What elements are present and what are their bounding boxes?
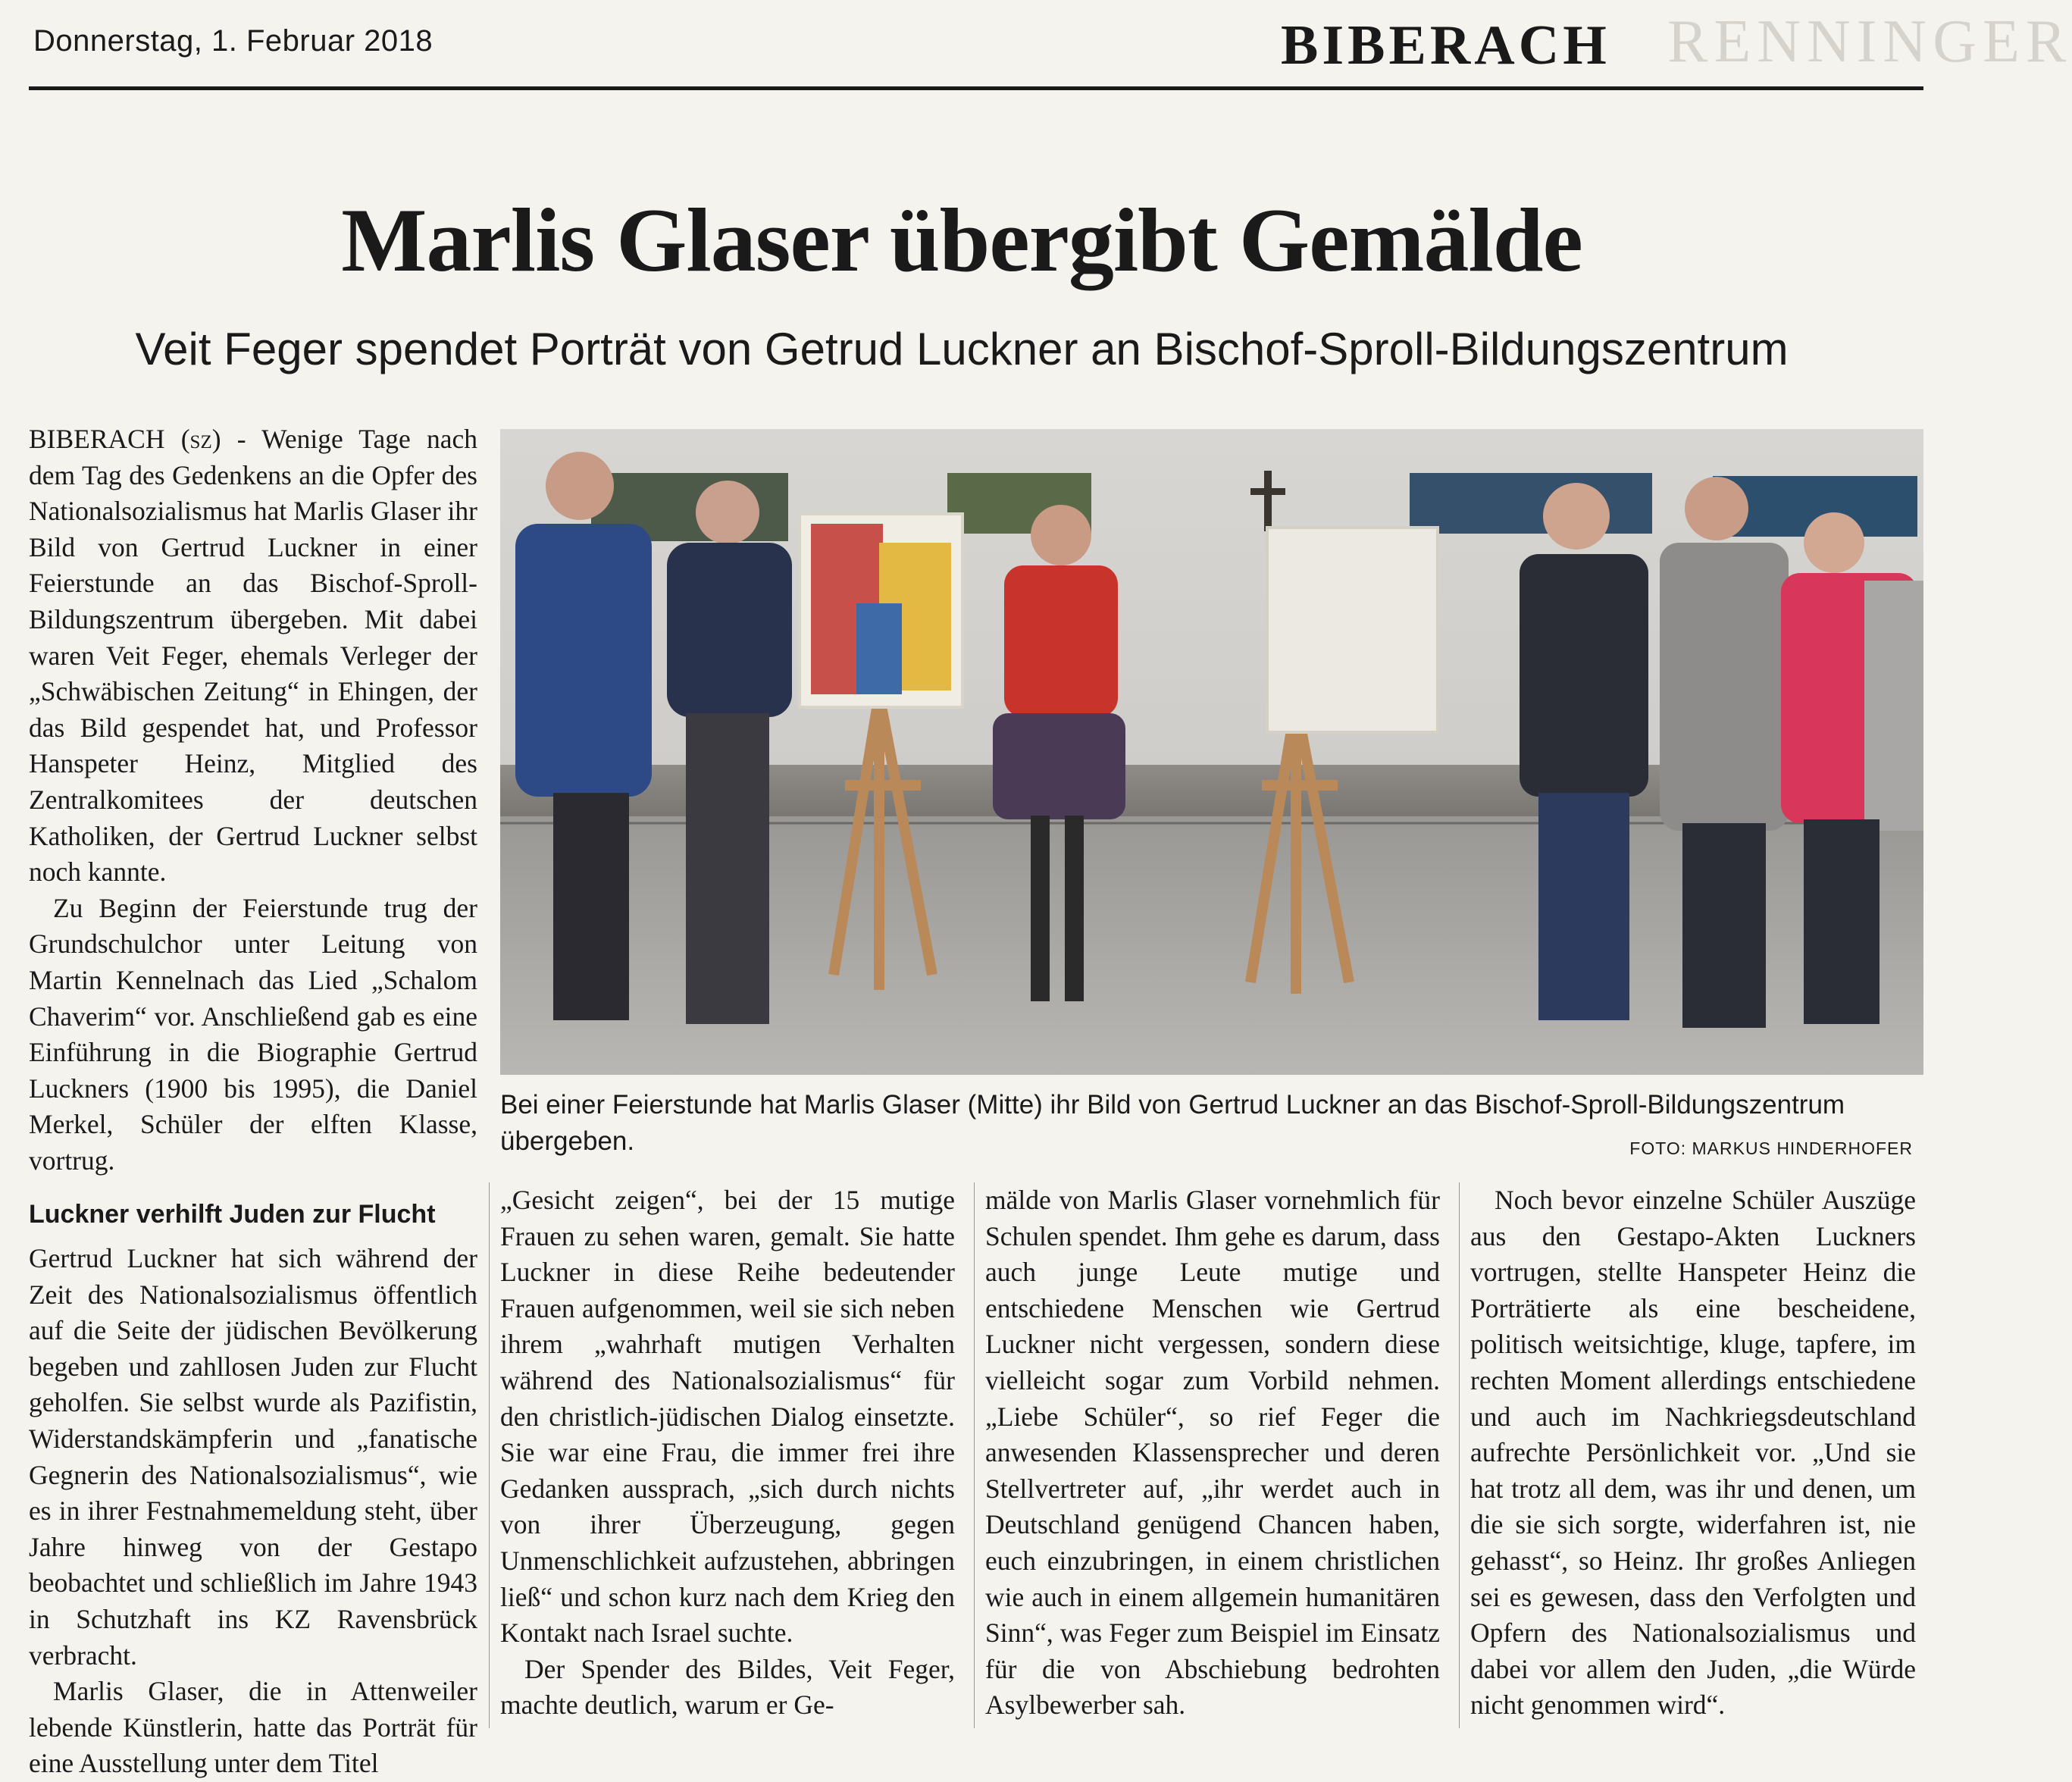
- person-3-marlis-glaser: [993, 505, 1125, 1001]
- subheadline: Veit Feger spendet Porträt von Getrud Luckner an Bischof-Sproll-Bildungszentrum: [135, 324, 1789, 374]
- person-5: [1660, 477, 1789, 1028]
- section-title: BIBERACH: [1281, 14, 1610, 77]
- person-1: [515, 452, 652, 1020]
- masthead-rule: [29, 86, 1923, 90]
- person-2: [667, 481, 792, 1024]
- ghost-neighbor-text: RENNINGER: [1667, 8, 2072, 75]
- easel-right: [1250, 702, 1349, 994]
- person-6: [1781, 512, 1923, 1024]
- photo-scene: [500, 429, 1923, 1075]
- dateline: BIBERACH (sz): [29, 424, 221, 454]
- article-column-4: [1470, 1182, 1916, 1724]
- photo-caption: Bei einer Feierstunde hat Marlis Glaser (Mitte) ihr Bild von Gertrud Luckner an das Bischof-Sproll-Bildungszentrum übergeben.: [500, 1090, 1845, 1156]
- column-separator: [974, 1182, 975, 1728]
- paragraph: Der Spender des Bildes, Veit Feger, machte deutlich, warum er Ge-: [500, 1653, 955, 1721]
- wall-painting: [1410, 473, 1652, 534]
- article-column-1: [29, 421, 477, 1782]
- paragraph: - Wenige Tage nach dem Tag des Gedenkens an die Opfer des Nationalsozialismus hat Marlis Glaser ihr Bild von Gertrud Luckner in einer Feierstunde an das Bischof-Sproll-Bildungszentrum übergeben. Mit dabei waren Veit Feger, ehemals Verleger der „Schwäbischen Zeitung“ in Ehingen, der das Bild gespendet hat, und Professor Hanspeter Heinz, Mitglied des Zentralkomitees der deutschen Katholiken, der Gertrud Luckner selbst noch kannte.: [29, 424, 478, 888]
- paragraph: Marlis Glaser, die in Attenweiler lebende Künstlerin, hatte das Porträt für eine Ausstellung unter dem Titel: [29, 1676, 477, 1779]
- paragraph: Zu Beginn der Feierstunde trug der Grundschulchor unter Leitung von Martin Kennelnach das Lied „Schalom Chaverim“ vor. Anschließend gab es eine Einführung in die Biographie Gertrud Luckners (1900 bis 1995), die Daniel Merkel, Schüler der elften Klasse, vortrug.: [29, 892, 477, 1176]
- photo-credit: FOTO: MARKUS HINDERHOFER: [1629, 1138, 1913, 1158]
- headline: Marlis Glaser übergibt Gemälde: [341, 189, 1582, 290]
- article-column-2: [500, 1182, 955, 1724]
- article-photo: [500, 429, 1923, 1075]
- column-separator: [489, 1182, 490, 1728]
- paragraph: Gertrud Luckner hat sich während der Zeit des Nationalsozialismus öffentlich auf die Seite der jüdischen Bevölkerung begeben und zahllosen Juden zur Flucht geholfen. Sie selbst wurde als Pazifistin, Widerstandskämpferin und „fanatische Gegnerin des Nationalsozialismus“, wie es in ihrer Festnahmemeldung steht, über Jahre hinweg von der Gestapo beobachtet und schließlich im Jahre 1943 in Schutzhaft ins KZ Ravensbrück verbracht.: [29, 1243, 477, 1671]
- paragraph: mälde von Marlis Glaser vornehmlich für Schulen spendet. Ihm gehe es darum, dass auch junge Leute mutige und entschiedene Menschen wie Gertrud Luckner nicht vergessen, sondern diese vielleicht sogar zum Vorbild nehmen. „Liebe Schüler“, so rief Feger die anwesenden Klassensprecher und deren Stellvertreter auf, „ihr werdet auch in Deutschland genügend Chancen haben, euch einzubringen, in einem christlichen wie auch in einem allgemein humanitären Sinn“, was Feger zum Beispiel im Einsatz für die von Abschiebung bedrohten Asylbewerber sah.: [985, 1185, 1440, 1721]
- page-date: Donnerstag, 1. Februar 2018: [33, 24, 433, 58]
- easel-left: [834, 694, 932, 990]
- section-subhead: Luckner verhilft Juden zur Flucht: [29, 1200, 436, 1229]
- person-4: [1520, 483, 1648, 1020]
- blank-canvas: [1267, 528, 1438, 732]
- column-separator: [1459, 1182, 1460, 1728]
- cross-icon: [1264, 471, 1272, 531]
- paragraph: Noch bevor einzelne Schüler Auszüge aus den Gestapo-Akten Luckners vortrugen, stellte Hanspeter Heinz die Porträtierte als eine bescheidene, politisch weitsichtige, kluge, tapfere, im rechten Moment allerdings entschiedene und auch im Nachkriegsdeutschland aufrechte Persönlichkeit vor. „Und sie hat trotz all dem, was ihr und denen, um die sie sich sorgte, widerfahren ist, nie gehasst“, so Heinz. Ihr großes Anliegen sei es gewesen, dass den Verfolgten und Opfern des Nationalsozialismus und dabei vor allem den Juden, „die Würde nicht genommen wird“.: [1470, 1185, 1916, 1721]
- article-column-3: [985, 1182, 1440, 1724]
- paragraph: „Gesicht zeigen“, bei der 15 mutige Frauen zu sehen waren, gemalt. Sie hatte Luckner in diese Reihe bedeutender Frauen aufgenommen, weil sie sich neben ihrem „wahrhaft mutigen Verhalten während des Nationalsozialismus“ für den christlich-jüdischen Dialog einsetzte. Sie war eine Frau, die immer frei ihre Gedanken aussprach, „sich durch nichts von ihrer Überzeugung, gegen Unmenschlichkeit aufzustehen, abbringen ließ“ und schon kurz nach dem Krieg den Kontakt nach Israel suchte.: [500, 1185, 955, 1649]
